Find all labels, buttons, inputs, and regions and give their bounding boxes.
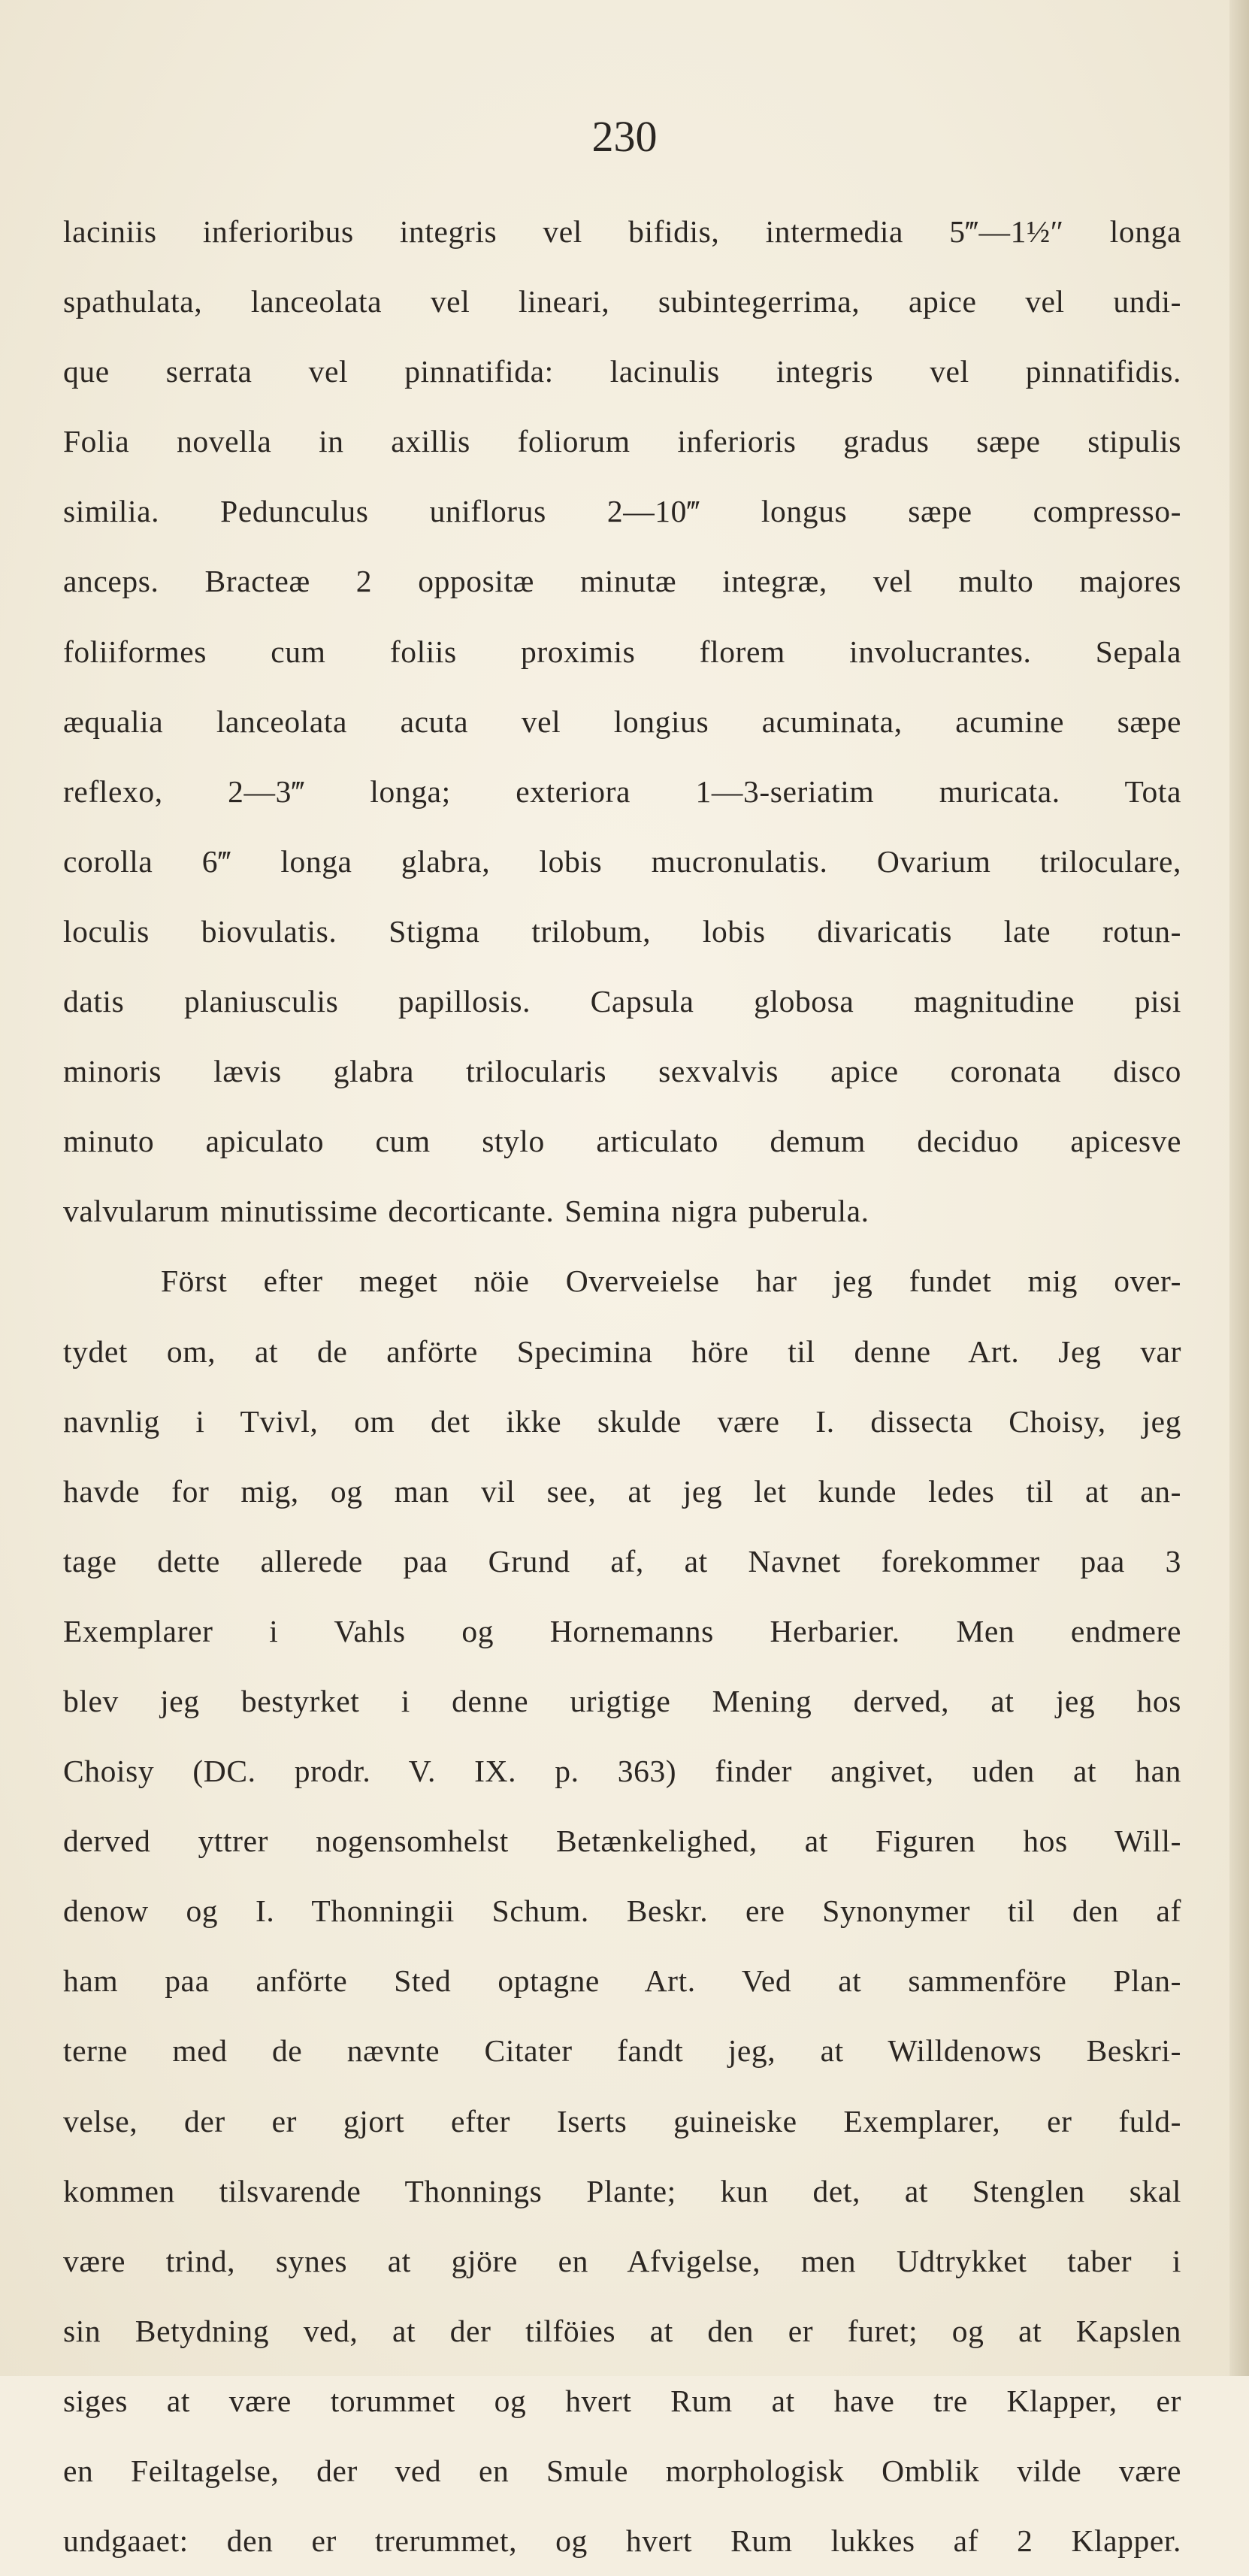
- text-line: minoris lævis glabra trilocularis sexvalvis apice coronata disco: [63, 1054, 1181, 1089]
- page-number: 230: [591, 112, 658, 161]
- text-line: anceps. Bracteæ 2 oppositæ minutæ integræ, vel multo majores: [63, 564, 1181, 599]
- text-line: tage dette allerede paa Grund af, at Navnet forekommer paa 3: [63, 1543, 1181, 1579]
- body-text: [63, 197, 1181, 2576]
- text-line: similia. Pedunculus uniflorus 2—10‴ longus sæpe compresso-: [63, 494, 1181, 529]
- text-line: æqualia lanceolata acuta vel longius acuminata, acumine sæpe: [63, 704, 1181, 739]
- text-line: foliiformes cum foliis proximis florem involucrantes. Sepala: [63, 634, 1181, 669]
- page-edge: [1229, 0, 1249, 2376]
- text-line: terne med de nævnte Citater fandt jeg, at Willdenows Beskri-: [63, 2033, 1181, 2069]
- text-line: minuto apiculato cum stylo articulato demum deciduo apicesve: [63, 1124, 1181, 1159]
- text-line: siges at være torummet og hvert Rum at have tre Klapper, er: [63, 2383, 1181, 2418]
- text-line: valvularum minutissime decorticante. Semina nigra puberula.: [63, 1194, 869, 1229]
- text-line: være trind, synes at gjöre en Afvigelse, men Udtrykket taber i: [63, 2243, 1181, 2278]
- text-line: reflexo, 2—3‴ longa; exteriora 1—3-seriatim muricata. Tota: [63, 773, 1181, 809]
- text-line: corolla 6‴ longa glabra, lobis mucronulatis. Ovarium triloculare,: [63, 843, 1181, 879]
- text-line: ham paa anförte Sted optagne Art. Ved at sammenföre Plan-: [63, 1963, 1181, 1999]
- text-line: derved yttrer nogensomhelst Betænkelighed, at Figuren hos Will-: [63, 1824, 1181, 1859]
- text-line: que serrata vel pinnatifida: lacinulis integris vel pinnatifidis.: [63, 354, 1181, 389]
- text-line: kommen tilsvarende Thonnings Plante; kun det, at Stenglen skal: [63, 2173, 1181, 2208]
- text-line: velse, der er gjort efter Iserts guineiske Exemplarer, er fuld-: [63, 2103, 1181, 2139]
- text-line: havde for mig, og man vil see, at jeg let kunde ledes til at an-: [63, 1473, 1181, 1509]
- text-line: blev jeg bestyrket i denne urigtige Mening derved, at jeg hos: [63, 1683, 1181, 1718]
- text-line: loculis biovulatis. Stigma trilobum, lobis divaricatis late rotun-: [63, 913, 1181, 949]
- text-line: sin Betydning ved, at der tilföies at den er furet; og at Kapslen: [63, 2313, 1181, 2348]
- text-line: spathulata, lanceolata vel lineari, subintegerrima, apice vel undi-: [63, 284, 1181, 319]
- text-line: Exemplarer i Vahls og Hornemanns Herbarier. Men endmere: [63, 1613, 1181, 1648]
- text-line: navnlig i Tvivl, om det ikke skulde være I. dissecta Choisy, jeg: [63, 1403, 1181, 1439]
- text-line: denow og I. Thonningii Schum. Beskr. ere Synonymer til den af: [63, 1893, 1181, 1929]
- text-line: en Feiltagelse, der ved en Smule morphologisk Omblik vilde være: [63, 2453, 1181, 2488]
- text-line: undgaaet: den er trerummet, og hvert Rum lukkes af 2 Klapper.: [63, 2523, 1181, 2559]
- text-line: Choisy (DC. prodr. V. IX. p. 363) finder angivet, uden at han: [63, 1754, 1181, 1789]
- text-line: tydet om, at de anförte Specimina höre til denne Art. Jeg var: [63, 1333, 1181, 1369]
- text-line: Först efter meget nöie Overveielse har jeg fundet mig over-: [161, 1264, 1181, 1299]
- text-line: Folia novella in axillis foliorum inferioris gradus sæpe stipulis: [63, 424, 1181, 459]
- text-line: laciniis inferioribus integris vel bifidis, intermedia 5‴—1½″ longa: [63, 214, 1181, 249]
- text-line: datis planiusculis papillosis. Capsula globosa magnitudine pisi: [63, 984, 1181, 1019]
